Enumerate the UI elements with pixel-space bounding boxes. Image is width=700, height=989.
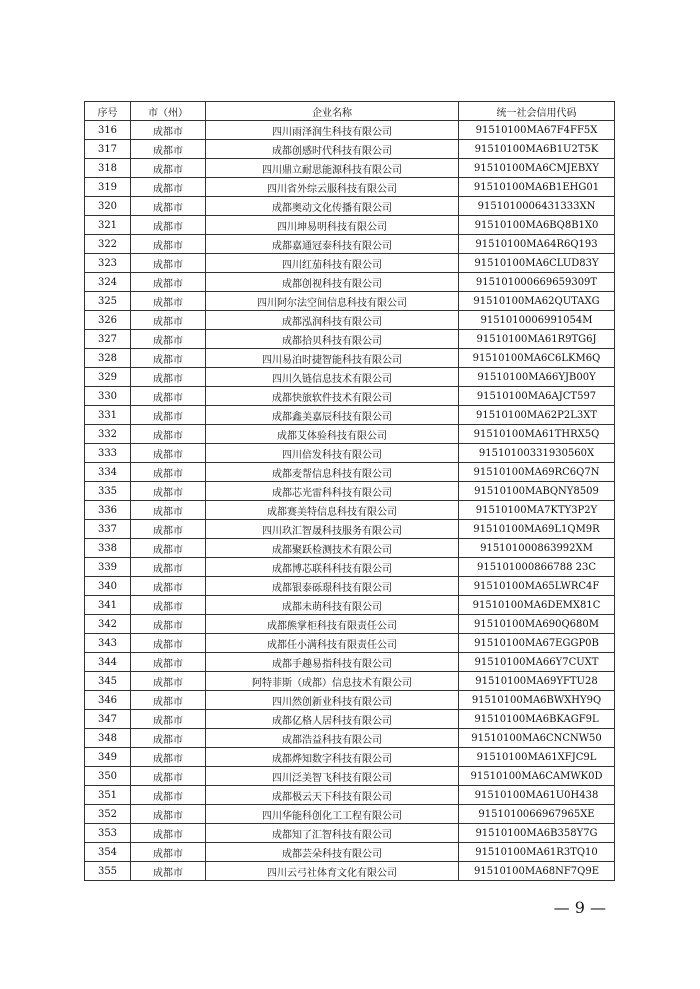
row-company: 四川雨泽润生科技有限公司 [206, 121, 459, 140]
table-row [85, 634, 615, 653]
table-row [85, 140, 615, 159]
row-city: 成都市 [131, 216, 206, 235]
table-row [85, 748, 615, 767]
row-seq: 327 [85, 330, 131, 349]
row-city: 成都市 [131, 805, 206, 824]
row-company: 四川云弓社体育文化有限公司 [206, 862, 459, 881]
row-seq: 323 [85, 254, 131, 273]
table-row [85, 235, 615, 254]
row-company: 四川阿尔法空间信息科技有限公司 [206, 292, 459, 311]
row-company: 成都熊掌柜科技有限责任公司 [206, 615, 459, 634]
row-credit-code: 91510100MA6CLUD83Y [459, 254, 615, 273]
table-row [85, 349, 615, 368]
row-seq: 330 [85, 387, 131, 406]
table-row [85, 273, 615, 292]
table-row [85, 178, 615, 197]
table-row [85, 482, 615, 501]
table-row [85, 786, 615, 805]
row-credit-code: 91510100MA66YJB00Y [459, 368, 615, 387]
row-company: 成都拾贝科技有限公司 [206, 330, 459, 349]
row-seq: 340 [85, 577, 131, 596]
table-row [85, 444, 615, 463]
row-company: 四川省外综云服科技有限公司 [206, 178, 459, 197]
header-credit-code: 统一社会信用代码 [459, 102, 615, 121]
row-city: 成都市 [131, 615, 206, 634]
row-company: 四川然创新业科技有限公司 [206, 691, 459, 710]
row-credit-code: 91510100MA6BKAGF9L [459, 710, 615, 729]
row-seq: 349 [85, 748, 131, 767]
row-seq: 345 [85, 672, 131, 691]
table-row [85, 159, 615, 178]
enterprise-table [84, 101, 615, 881]
table-row [85, 843, 615, 862]
row-city: 成都市 [131, 824, 206, 843]
row-company: 四川鼎立耐思能源科技有限公司 [206, 159, 459, 178]
row-city: 成都市 [131, 121, 206, 140]
table-row [85, 729, 615, 748]
row-city: 成都市 [131, 159, 206, 178]
row-city: 成都市 [131, 501, 206, 520]
row-credit-code: 91510100MA6AJCT597 [459, 387, 615, 406]
row-credit-code: 91510100MA65LWRC4F [459, 577, 615, 596]
row-company: 四川易泊时捷智能科技有限公司 [206, 349, 459, 368]
table-row [85, 311, 615, 330]
row-credit-code: 91510100MA61XFJC9L [459, 748, 615, 767]
row-company: 四川坤易明科技有限公司 [206, 216, 459, 235]
row-seq: 334 [85, 463, 131, 482]
table-row [85, 596, 615, 615]
table-row [85, 539, 615, 558]
header-company: 企业名称 [206, 102, 459, 121]
header-city: 市（州） [131, 102, 206, 121]
table-row [85, 121, 615, 140]
table-row [85, 425, 615, 444]
row-seq: 343 [85, 634, 131, 653]
row-credit-code: 91510100MABQNY8509 [459, 482, 615, 501]
header-row [85, 102, 615, 121]
row-company: 成都泓润科技有限公司 [206, 311, 459, 330]
row-credit-code: 91510100MA6DEMX81C [459, 596, 615, 615]
row-city: 成都市 [131, 539, 206, 558]
row-credit-code: 915101000669659309T [459, 273, 615, 292]
row-company: 成都烨知数字科技有限公司 [206, 748, 459, 767]
row-city: 成都市 [131, 178, 206, 197]
row-company: 成都博芯联科科技有限公司 [206, 558, 459, 577]
row-company: 四川泛美智飞科技有限公司 [206, 767, 459, 786]
table-row [85, 653, 615, 672]
row-city: 成都市 [131, 197, 206, 216]
row-company: 成都创视科技有限公司 [206, 273, 459, 292]
row-seq: 336 [85, 501, 131, 520]
row-credit-code: 91510100MA6BQ8B1X0 [459, 216, 615, 235]
row-company: 成都麦帮信息科技有限公司 [206, 463, 459, 482]
row-company: 阿特菲斯（成都）信息技术有限公司 [206, 672, 459, 691]
row-credit-code: 9151010006991054M [459, 311, 615, 330]
row-company: 成都银泰砾璟科技有限公司 [206, 577, 459, 596]
row-credit-code: 91510100331930560X [459, 444, 615, 463]
row-city: 成都市 [131, 691, 206, 710]
row-credit-code: 91510100MA68NF7Q9E [459, 862, 615, 881]
row-city: 成都市 [131, 273, 206, 292]
table-row [85, 387, 615, 406]
row-company: 成都创感时代科技有限公司 [206, 140, 459, 159]
row-credit-code: 91510100MA6B1U2T5K [459, 140, 615, 159]
row-credit-code: 91510100MA6B1EHG01 [459, 178, 615, 197]
row-credit-code: 91510100MA6B358Y7G [459, 824, 615, 843]
row-seq: 352 [85, 805, 131, 824]
table-row [85, 710, 615, 729]
table-row [85, 558, 615, 577]
row-credit-code: 91510100MA690Q680M [459, 615, 615, 634]
row-company: 成都聚跃检测技术有限公司 [206, 539, 459, 558]
row-company: 成都极云天下科技有限公司 [206, 786, 459, 805]
row-seq: 320 [85, 197, 131, 216]
row-company: 四川久链信息技术有限公司 [206, 368, 459, 387]
row-seq: 326 [85, 311, 131, 330]
table-row [85, 615, 615, 634]
row-seq: 321 [85, 216, 131, 235]
row-seq: 325 [85, 292, 131, 311]
row-seq: 328 [85, 349, 131, 368]
row-credit-code: 91510100MA61R9TG6J [459, 330, 615, 349]
table-row [85, 862, 615, 881]
row-city: 成都市 [131, 482, 206, 501]
row-credit-code: 91510100MA67F4FF5X [459, 121, 615, 140]
row-city: 成都市 [131, 653, 206, 672]
row-city: 成都市 [131, 292, 206, 311]
row-city: 成都市 [131, 387, 206, 406]
row-company: 成都鑫美嘉辰科技有限公司 [206, 406, 459, 425]
row-seq: 344 [85, 653, 131, 672]
row-credit-code: 9151010066967965XE [459, 805, 615, 824]
row-city: 成都市 [131, 140, 206, 159]
row-city: 成都市 [131, 786, 206, 805]
table-row [85, 520, 615, 539]
row-seq: 316 [85, 121, 131, 140]
row-company: 成都芯光雷科科技有限公司 [206, 482, 459, 501]
row-company: 四川红茄科技有限公司 [206, 254, 459, 273]
row-company: 四川倍发科技有限公司 [206, 444, 459, 463]
row-seq: 329 [85, 368, 131, 387]
row-company: 成都芸朵科技有限公司 [206, 843, 459, 862]
row-credit-code: 91510100MA61U0H438 [459, 786, 615, 805]
table-row [85, 368, 615, 387]
row-credit-code: 91510100MA6CNCNW50 [459, 729, 615, 748]
row-credit-code: 91510100MA6CAMWK0D [459, 767, 615, 786]
row-company: 成都任小满科技有限责任公司 [206, 634, 459, 653]
row-city: 成都市 [131, 729, 206, 748]
row-credit-code: 9151010006431333XN [459, 197, 615, 216]
row-seq: 341 [85, 596, 131, 615]
row-credit-code: 91510100MA62P2L3XT [459, 406, 615, 425]
row-company: 成都手趣易指科技有限公司 [206, 653, 459, 672]
row-credit-code: 91510100MA6CMJEBXY [459, 159, 615, 178]
row-seq: 342 [85, 615, 131, 634]
row-city: 成都市 [131, 444, 206, 463]
row-city: 成都市 [131, 330, 206, 349]
row-seq: 355 [85, 862, 131, 881]
row-seq: 333 [85, 444, 131, 463]
row-city: 成都市 [131, 368, 206, 387]
table-row [85, 406, 615, 425]
row-company: 成都知了汇智科技有限公司 [206, 824, 459, 843]
row-company: 成都浩益科技有限公司 [206, 729, 459, 748]
row-seq: 348 [85, 729, 131, 748]
row-city: 成都市 [131, 767, 206, 786]
row-credit-code: 91510100MA67EGGP0B [459, 634, 615, 653]
table-row [85, 805, 615, 824]
row-city: 成都市 [131, 843, 206, 862]
row-seq: 351 [85, 786, 131, 805]
table-row [85, 691, 615, 710]
row-seq: 324 [85, 273, 131, 292]
header-seq: 序号 [85, 102, 131, 121]
row-seq: 331 [85, 406, 131, 425]
table-row [85, 216, 615, 235]
row-city: 成都市 [131, 425, 206, 444]
row-credit-code: 91510100MA69L1QM9R [459, 520, 615, 539]
row-city: 成都市 [131, 235, 206, 254]
row-city: 成都市 [131, 634, 206, 653]
row-seq: 347 [85, 710, 131, 729]
row-credit-code: 91510100MA7KTY3P2Y [459, 501, 615, 520]
row-seq: 318 [85, 159, 131, 178]
table-row [85, 824, 615, 843]
table-row [85, 577, 615, 596]
row-seq: 322 [85, 235, 131, 254]
row-city: 成都市 [131, 710, 206, 729]
row-seq: 335 [85, 482, 131, 501]
row-company: 成都赛美特信息科技有限公司 [206, 501, 459, 520]
row-seq: 354 [85, 843, 131, 862]
row-credit-code: 91510100MA6BWXHY9Q [459, 691, 615, 710]
row-city: 成都市 [131, 596, 206, 615]
row-city: 成都市 [131, 862, 206, 881]
row-city: 成都市 [131, 672, 206, 691]
row-company: 成都快旅软件技术有限公司 [206, 387, 459, 406]
table-row [85, 292, 615, 311]
row-company: 成都未萌科技有限公司 [206, 596, 459, 615]
table-row [85, 501, 615, 520]
row-company: 成都亿格人居科技有限公司 [206, 710, 459, 729]
row-seq: 339 [85, 558, 131, 577]
row-seq: 338 [85, 539, 131, 558]
row-credit-code: 91510100MA61R3TQ10 [459, 843, 615, 862]
row-company: 成都艾体验科技有限公司 [206, 425, 459, 444]
row-city: 成都市 [131, 748, 206, 767]
row-seq: 346 [85, 691, 131, 710]
table-row [85, 463, 615, 482]
row-credit-code: 91510100MA66Y7CUXT [459, 653, 615, 672]
row-credit-code: 91510100MA6C6LKM6Q [459, 349, 615, 368]
row-city: 成都市 [131, 463, 206, 482]
row-credit-code: 91510100MA62QUTAXG [459, 292, 615, 311]
row-seq: 337 [85, 520, 131, 539]
row-city: 成都市 [131, 311, 206, 330]
row-credit-code: 91510100MA69YFTU28 [459, 672, 615, 691]
row-credit-code: 915101000866788 23C [459, 558, 615, 577]
row-company: 成都嘉通冠泰科技有限公司 [206, 235, 459, 254]
table-row [85, 254, 615, 273]
table-row [85, 330, 615, 349]
page-number: — 9 — [553, 898, 606, 917]
row-seq: 332 [85, 425, 131, 444]
table-row [85, 767, 615, 786]
row-credit-code: 915101000863992XM [459, 539, 615, 558]
row-seq: 350 [85, 767, 131, 786]
table-row [85, 672, 615, 691]
row-seq: 317 [85, 140, 131, 159]
row-city: 成都市 [131, 406, 206, 425]
row-company: 成都奥动文化传播有限公司 [206, 197, 459, 216]
row-credit-code: 91510100MA61THRX5Q [459, 425, 615, 444]
row-city: 成都市 [131, 558, 206, 577]
row-seq: 319 [85, 178, 131, 197]
row-seq: 353 [85, 824, 131, 843]
row-credit-code: 91510100MA69RC6Q7N [459, 463, 615, 482]
row-city: 成都市 [131, 349, 206, 368]
table-row [85, 197, 615, 216]
row-credit-code: 91510100MA64R6Q193 [459, 235, 615, 254]
row-company: 四川华能科创化工工程有限公司 [206, 805, 459, 824]
row-city: 成都市 [131, 520, 206, 539]
row-city: 成都市 [131, 254, 206, 273]
row-company: 四川玖汇智晟科技服务有限公司 [206, 520, 459, 539]
row-city: 成都市 [131, 577, 206, 596]
